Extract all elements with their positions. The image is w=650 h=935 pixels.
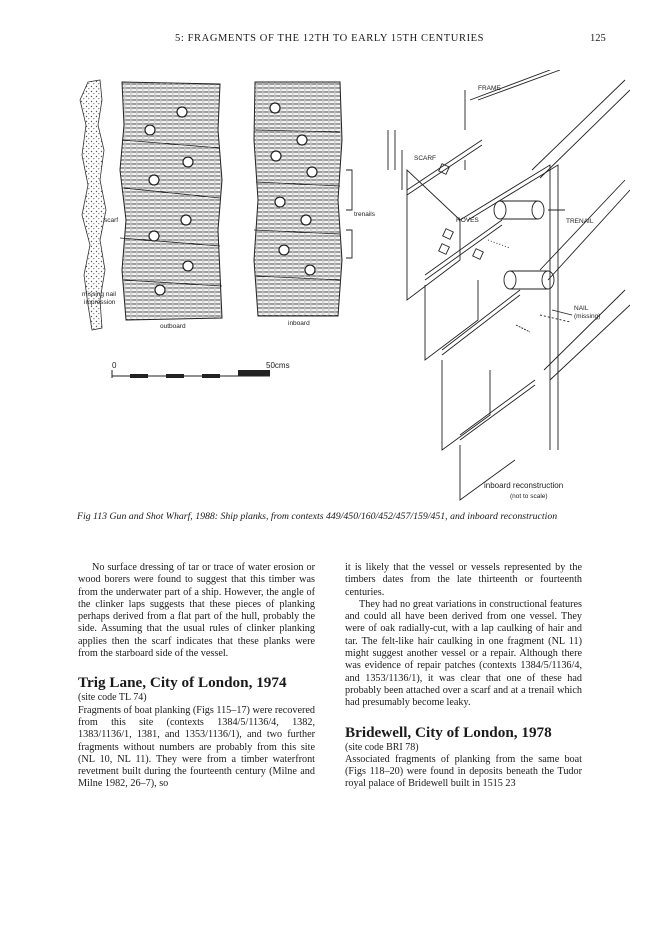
paragraph: They had no great variations in constructional features and could all have been derived from one vessel. They were of oak radially-cut, with a lap caulking of hair and tar. The felt-like hair caulking in one fragment (NL 11) might suggest another vessel or a repair. Although there was evidence of repair patches (contexts 1384/5/1136/4, and 1353/1136/1), it was clear that one of these had probably been attached over a scarf and at a trenail which had presumably become leaky. — [345, 598, 582, 709]
outboard-plank-drawing — [120, 82, 222, 320]
scale-bar — [112, 370, 270, 378]
left-column — [78, 562, 315, 791]
section-heading-bridewell: Bridewell, City of London, 1978 — [345, 723, 552, 741]
section-heading-trig-lane: Trig Lane, City of London, 1974 — [78, 674, 287, 692]
paragraph: Fragments of boat planking (Figs 115–17) were recovered from this site (contexts 1384/5/1136/4, 1382, 1383/1136/1, 1381, and 1353/1136/1), and two further fragments without numbers are probably from this site (NL 10, NL 11). They were from a timber waterfront revetment built during the fourteenth century (Milne and Milne 1982, 26–7), so — [78, 704, 315, 790]
running-head — [0, 33, 650, 49]
label-outboard: outboard — [160, 323, 186, 330]
figure-drawing — [70, 70, 630, 505]
label-trenails-left: trenails — [354, 211, 375, 218]
label-scarf-left: scarf — [104, 217, 119, 224]
scale-end-label: 50cms — [266, 361, 290, 370]
label-roves: ROVES — [456, 217, 479, 224]
label-inboard-reconstruction: inboard reconstruction — [484, 481, 564, 490]
label-impression: impression — [84, 299, 116, 306]
label-frame: FRAME — [478, 85, 501, 92]
site-code: (site code TL 74) — [78, 692, 147, 704]
inboard-plank-drawing — [254, 82, 352, 316]
page-number: 125 — [590, 33, 606, 44]
label-not-to-scale: (not to scale) — [510, 493, 548, 500]
figure-caption: Fig 113 Gun and Shot Wharf, 1988: Ship planks, from contexts 449/450/160/452/457/159/451, and inboard reconstruction — [77, 511, 558, 522]
label-nail: NAIL — [574, 305, 589, 312]
label-scarf-right: SCARF — [414, 155, 437, 162]
paragraph: it is likely that the vessel or vessels represented by the timbers dates from the late thirteenth or fourteenth centuries. — [345, 562, 582, 598]
scale-start-label: 0 — [112, 361, 117, 370]
right-column — [345, 562, 582, 791]
figure-113 — [70, 70, 630, 505]
label-missing: (missing) — [574, 313, 601, 320]
label-inboard: inboard — [288, 320, 310, 327]
label-trenail: TRENAIL — [566, 218, 594, 225]
paragraph: No surface dressing of tar or trace of water erosion or wood borers were found to suggest that this timber was from the underwater part of a ship. However, the angle of the clinker laps suggests that these pieces of planking perhaps derived from a flat part of the hull, probably the side. Assuming that the usual rules of clinker planking applies then the scarf indicates that these planks were from the starboard side of the vessel. — [78, 562, 315, 660]
inboard-reconstruction-drawing — [388, 70, 630, 500]
running-head-title: 5: FRAGMENTS OF THE 12TH TO EARLY 15TH CENTURIES — [175, 33, 485, 44]
site-code: (site code BRI 78) — [345, 741, 419, 753]
label-missing-nail: missing nail — [82, 291, 116, 298]
paragraph: Associated fragments of planking from the same boat (Figs 118–20) were found in deposits beneath the Tudor royal palace of Bridewell built in 1515 23 — [345, 753, 582, 790]
